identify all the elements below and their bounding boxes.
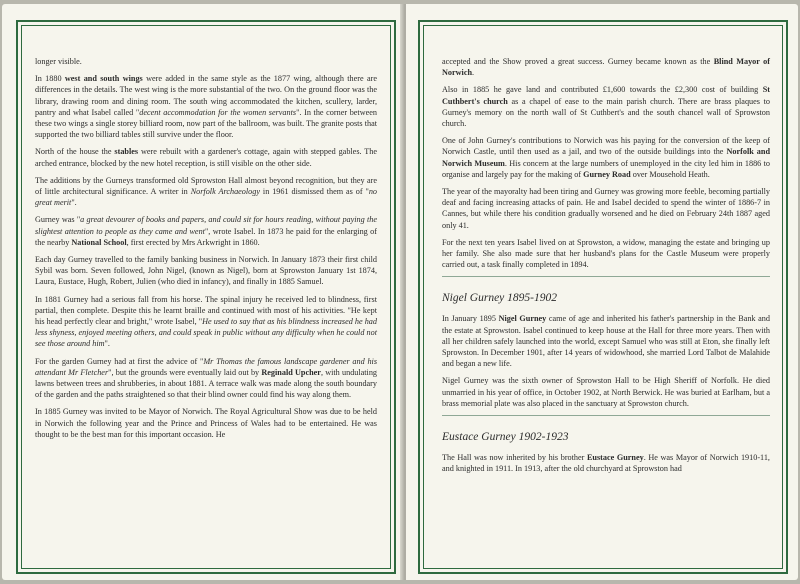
paragraph: In January 1895 Nigel Gurney came of age and inherited his father's partnership in the Bank and the estate at Sprowston. Isabel continued to keep house at the Hall for three more years. Then with all her children safely launched into the world, except Samuel who was still at Eton, she finally left Sprowston. In December 1901, after 14 years of widowhood, she married Lord Talbot de Malahide and began a new life. bbox=[442, 314, 770, 369]
section-heading-nigel-gurney: Nigel Gurney 1895-1902 bbox=[442, 292, 557, 305]
nigel-gurney-paragraphs bbox=[442, 313, 770, 409]
paragraph: accepted and the Show proved a great success. Gurney became known as the Blind Mayor of Norwich. bbox=[442, 57, 770, 78]
right-paragraphs bbox=[442, 56, 770, 270]
right-page-text bbox=[442, 56, 770, 480]
paragraph: Each day Gurney travelled to the family banking business in Norwich. In January 1873 their first child Sybil was born. Seven followed, John Nigel, (known as Nigel), born at Sprowston January 1st 1874, Laura, Eustace, Hugh, Robert, Julien (who died in infancy), and finally in 1885 Samuel. bbox=[35, 255, 377, 287]
left-page-text bbox=[35, 56, 377, 446]
paragraph: Also in 1885 he gave land and contributed £1,600 towards the £2,300 cost of building St Cuthbert's church as a chapel of ease to the main parish church. There are brass plaques to Gurney's memory on the north wall of St Cuthbert's and the south chancel wall of Sprowston church. bbox=[442, 85, 770, 129]
paragraph: In 1880 west and south wings were added in the same style as the 1877 wing, although there are differences in the details. The west wing is the more substantial of the two. On the ground floor was the library, drawing room and dining room. The south wing accommodated the kitchen, scullery, larder, pantry and what Isabel called "decent accommodation for the women servants". In the corner between these two wings a single storey billiard room, now part of the ballroom, was built. The granite posts that supported the two billiard tables still survive under the floor. bbox=[35, 74, 377, 140]
paragraph: North of the house the stables were rebuilt with a gardener's cottage, again with stepped gables. The arched entrance, blocked by the new hotel reception, is still visible on the other side. bbox=[35, 147, 378, 168]
paragraph: One of John Gurney's contributions to Norwich was his paying for the conversion of the keep of Norwich Castle, until then used as a jail, and two of the outside buildings into the Norfolk and Norwich Museum. His concern at the large numbers of unemployed in the city led him in 1886 to organise and largely pay for the making of Gurney Road over Mousehold Heath. bbox=[442, 136, 771, 179]
paragraph: In 1885 Gurney was invited to be Mayor of Norwich. The Royal Agricultural Show was due to be held in Norwich the following year and the Prince and Princess of Wales had to be entertained. He was thought to be the best man for this important occasion. He bbox=[35, 407, 377, 439]
bold-text: Gurney Road bbox=[583, 169, 631, 179]
bold-text: Reginald Upcher bbox=[261, 367, 321, 377]
italic-text: a great devourer of books and papers, and could sit for hours reading, without paying the slightest attention to people as they came and went bbox=[35, 215, 377, 236]
bold-text: stables bbox=[114, 147, 139, 157]
paragraph: For the garden Gurney had at first the advice of "Mr Thomas the famous landscape gardener and his attendant Mr Fletcher", but the grounds were eventually laid out by Reginald Upcher, with undulating lawns between trees and shrubberies, in about 1881. A terrace walk was made along the south boundary of the garden and the paths straightened so that their blind owner could find his way along them. bbox=[35, 356, 378, 400]
right-page bbox=[406, 4, 798, 580]
paragraph: The year of the mayoralty had been tiring and Gurney was growing more feeble, becoming partially deaf and facing increasing attacks of pain. He and Isabel decided to spend the winter of 1886-7 in Cannes, but while there his condition gradually worsened and he died on February 24th 1887 aged only 41. bbox=[442, 187, 770, 230]
paragraph: The Hall was now inherited by his brother Eustace Gurney. He was Mayor of Norwich 1910-11, and knighted in 1911. In 1913, after the old churchyard at Sprowston had bbox=[442, 453, 770, 474]
left-paragraphs bbox=[35, 56, 377, 440]
bold-text: St Cuthbert's church bbox=[442, 85, 770, 106]
paragraph: The additions by the Gurneys transformed old Sprowston Hall almost beyond recognition, but they are of little architectural significance. A writer in Norfolk Archaeology in 1961 dismissed them as of "no great merit". bbox=[35, 175, 378, 208]
section-heading-eustace-gurney: Eustace Gurney 1902-1923 bbox=[442, 431, 569, 444]
italic-text: He used to say that as his blindness increased he had less shyness, enjoyed meeting others, and could speak in public without any difficulty when he could not see those around him bbox=[35, 317, 377, 349]
bold-text: west and south wings bbox=[64, 74, 143, 84]
bold-text: National School bbox=[71, 237, 127, 247]
paragraph: Nigel Gurney was the sixth owner of Sprowston Hall to be High Sheriff of Norfolk. He died unmarried in his year of office, in October 1902, at North Berwick. He was buried at Earlham, but a brass memorial plate was also placed in the sanctuary at Sprowston church. bbox=[442, 376, 770, 408]
section-divider bbox=[442, 415, 770, 416]
eustace-gurney-paragraphs bbox=[442, 452, 770, 474]
paragraph: In 1881 Gurney had a serious fall from his horse. The spinal injury he received led to blindness, first partial, then complete. Despite this he learnt braille and continued with most of his activities. "He kept his head perfectly clear and bright," wrote Isabel, "He used to say that as his blindness increased he had less shyness, enjoyed meeting others, and could speak in public without any difficulty when he could not see those around him". bbox=[35, 294, 377, 349]
bold-text: Eustace Gurney bbox=[586, 453, 644, 463]
italic-text: Norfolk Archaeology bbox=[190, 187, 261, 197]
paragraph: Gurney was "a great devourer of books and papers, and could sit for hours reading, without paying the slightest attention to people as they came and went", wrote Isabel. In 1873 he paid for the enlarging of the nearby National School, first erected by Mrs Arkwright in 1860. bbox=[35, 215, 378, 247]
bold-text: Blind Mayor of Norwich bbox=[442, 57, 770, 78]
bold-text: Nigel Gurney bbox=[498, 314, 547, 324]
bold-text: Norfolk and Norwich Museum bbox=[442, 147, 771, 168]
italic-text: decent accommodation for the women servants bbox=[139, 107, 297, 117]
left-page bbox=[2, 4, 404, 580]
italic-text: Mr Thomas the famous landscape gardener and his attendant Mr Fletcher bbox=[35, 356, 378, 377]
paragraph: For the next ten years Isabel lived on at Sprowston, a widow, managing the estate and bringing up her family. She also made sure that her husband's plans for the Castle Museum were properly carried out, a task finally completed in 1894. bbox=[442, 237, 770, 270]
italic-text: no great merit bbox=[35, 187, 378, 208]
paragraph: longer visible. bbox=[35, 57, 82, 66]
section-divider bbox=[442, 276, 770, 277]
